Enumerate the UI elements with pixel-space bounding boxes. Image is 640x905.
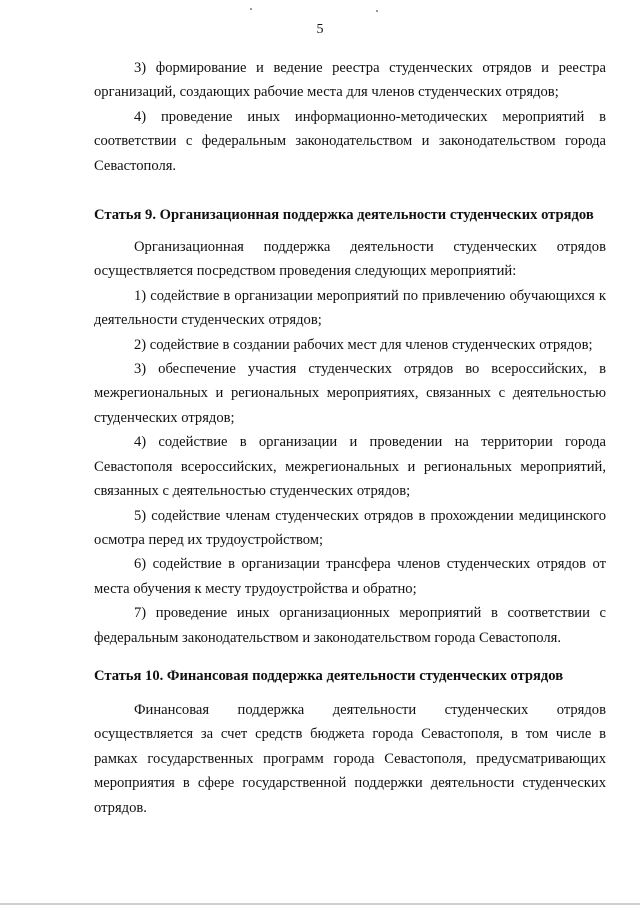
article-9-item-1: 1) содействие в организации мероприятий по привлечению обучающихся к деятельности студенческих отрядов;	[94, 287, 606, 329]
spacer	[94, 178, 606, 207]
page-number: 5	[316, 22, 324, 37]
article-9-item-4: 4) содействие в организации и проведении на территории города Севастополя всероссийских, межрегиональных и региональных мероприятий, связанных с деятельностью студенческих отрядов;	[94, 434, 606, 500]
article-9-item-6: 6) содействие в организации трансфера членов студенческих отрядов от места обучения к месту трудоустройства и обратно;	[94, 556, 606, 597]
spacer	[94, 685, 606, 698]
article-10-heading: Статья 10. Финансовая поддержка деятельности студенческих отрядов	[94, 667, 564, 684]
article-9-item-3: 3) обеспечение участия студенческих отрядов во всероссийских, в межрегиональных и региональных мероприятиях, связанных с деятельностью студенческих отрядов;	[94, 361, 606, 426]
article-9-heading: Статья 9. Организационная поддержка деятельности студенческих отрядов	[94, 207, 594, 224]
document-body	[94, 56, 606, 820]
article-10-paragraph: Финансовая поддержка деятельности студенческих отрядов осуществляется за счет средств бюджета города Севастополя, в том числе в рамках государственных программ города Севастополя, предусматривающих мероприятия в сфере государственной поддержки деятельности студенческих отрядов.	[94, 701, 606, 816]
spacer	[94, 224, 606, 235]
spacer	[94, 650, 606, 668]
scan-speck	[376, 10, 378, 12]
paragraph-item-4: 4) проведение иных информационно-методических мероприятий в соответствии с федеральным законодательством и законодательством города Севастополя.	[94, 108, 606, 174]
article-9-item-2: 2) содействие в создании рабочих мест для членов студенческих отрядов;	[134, 336, 593, 353]
article-9-intro: Организационная поддержка деятельности студенческих отрядов осуществляется посредством проведения следующих мероприятий:	[94, 239, 606, 280]
article-9-item-5: 5) содействие членам студенческих отрядов в прохождении медицинского осмотра перед их трудоустройством;	[94, 507, 606, 548]
scan-speck	[250, 8, 252, 10]
article-9-item-7: 7) проведение иных организационных мероприятий в соответствии с федеральным законодательством и законодательством города Севастополя.	[94, 605, 606, 646]
paragraph-item-3: 3) формирование и ведение реестра студенческих отрядов и реестра организаций, создающих рабочие места для членов студенческих отрядов;	[94, 60, 606, 101]
